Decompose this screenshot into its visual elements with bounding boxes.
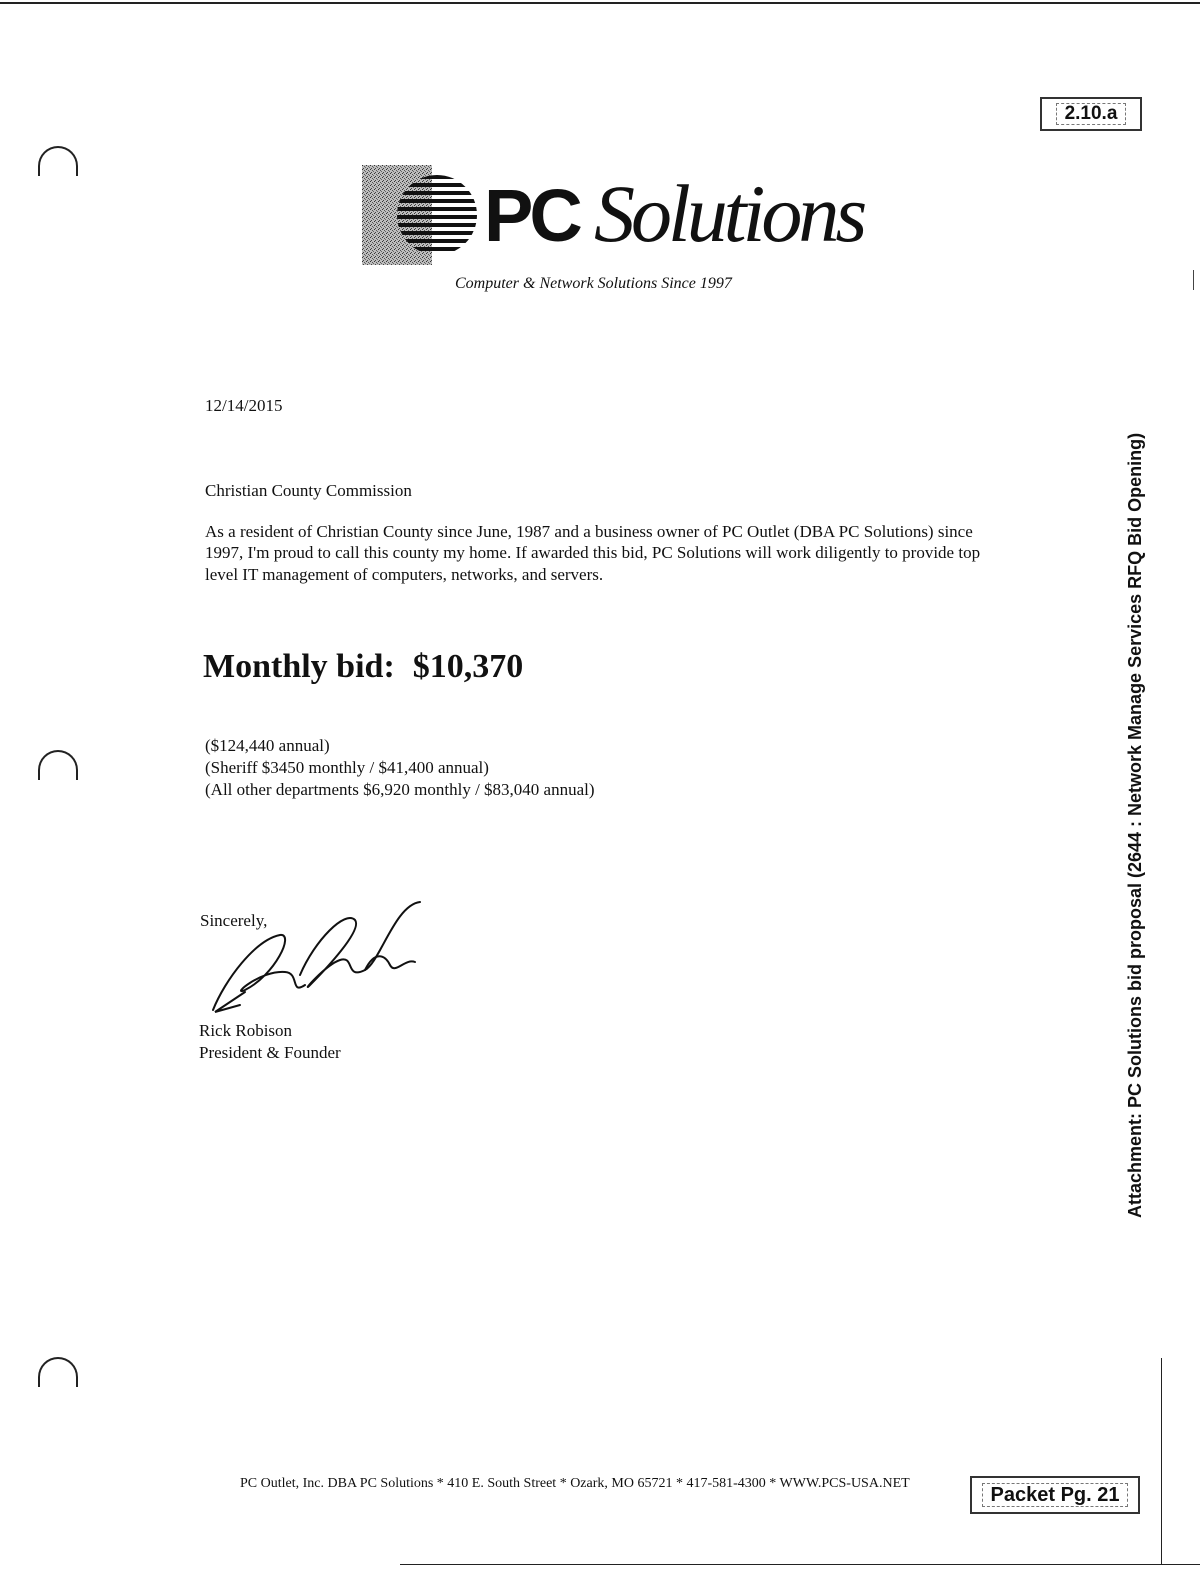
punch-hole-icon bbox=[38, 146, 78, 176]
letter-date: 12/14/2015 bbox=[205, 396, 283, 415]
bid-amount: $10,370 bbox=[412, 648, 524, 685]
handwritten-signature bbox=[205, 900, 425, 1020]
company-logo bbox=[362, 165, 864, 267]
logo-solutions-text: Solutions bbox=[594, 168, 864, 259]
signer-block bbox=[199, 1020, 341, 1064]
letter-closing: Sincerely, bbox=[200, 911, 268, 930]
punch-hole-icon bbox=[38, 750, 78, 780]
breakdown-line: ($124,440 annual) bbox=[205, 736, 330, 755]
packet-page-text: Packet Pg. 21 bbox=[982, 1483, 1129, 1507]
punch-hole-icon bbox=[38, 1357, 78, 1387]
letter-recipient: Christian County Commission bbox=[205, 481, 412, 500]
bottom-rule bbox=[400, 1564, 1200, 1565]
breakdown-line: (All other departments $6,920 monthly / $83,040 annual) bbox=[205, 780, 595, 800]
top-rule bbox=[0, 2, 1200, 4]
letter-body: As a resident of Christian County since June, 1987 and a business owner of PC Outlet (DBA PC Solutions) since 1997, I'm proud to call this county my home. If awarded this bid, PC Solutions will work diligently to provide top level IT management of computers, networks, and servers. bbox=[205, 522, 981, 584]
bid-label: Monthly bid: bbox=[203, 648, 395, 685]
logo-mark-icon bbox=[362, 165, 482, 265]
right-rule bbox=[1161, 1358, 1162, 1564]
agenda-code-stamp bbox=[1040, 97, 1142, 131]
signer-title: President & Founder bbox=[199, 1043, 341, 1063]
signer-name: Rick Robison bbox=[199, 1021, 293, 1040]
footer-address: PC Outlet, Inc. DBA PC Solutions * 410 E. South Street * Ozark, MO 65721 * 417-581-4300 * WWW.PCS-USA.NET bbox=[240, 1476, 910, 1491]
attachment-side-label: Attachment: PC Solutions bid proposal (2644 : Network Manage Services RFQ Bid Opening) bbox=[1125, 432, 1145, 1218]
company-tagline: Computer & Network Solutions Since 1997 bbox=[455, 275, 732, 292]
agenda-code-text: 2.10.a bbox=[1056, 103, 1127, 126]
bid-breakdown bbox=[205, 735, 595, 801]
breakdown-line: (Sheriff $3450 monthly / $41,400 annual) bbox=[205, 758, 489, 778]
monthly-bid bbox=[203, 648, 523, 686]
logo-pc-text: PC bbox=[484, 174, 579, 257]
packet-page-stamp bbox=[970, 1476, 1140, 1514]
edge-mark bbox=[1193, 270, 1194, 290]
